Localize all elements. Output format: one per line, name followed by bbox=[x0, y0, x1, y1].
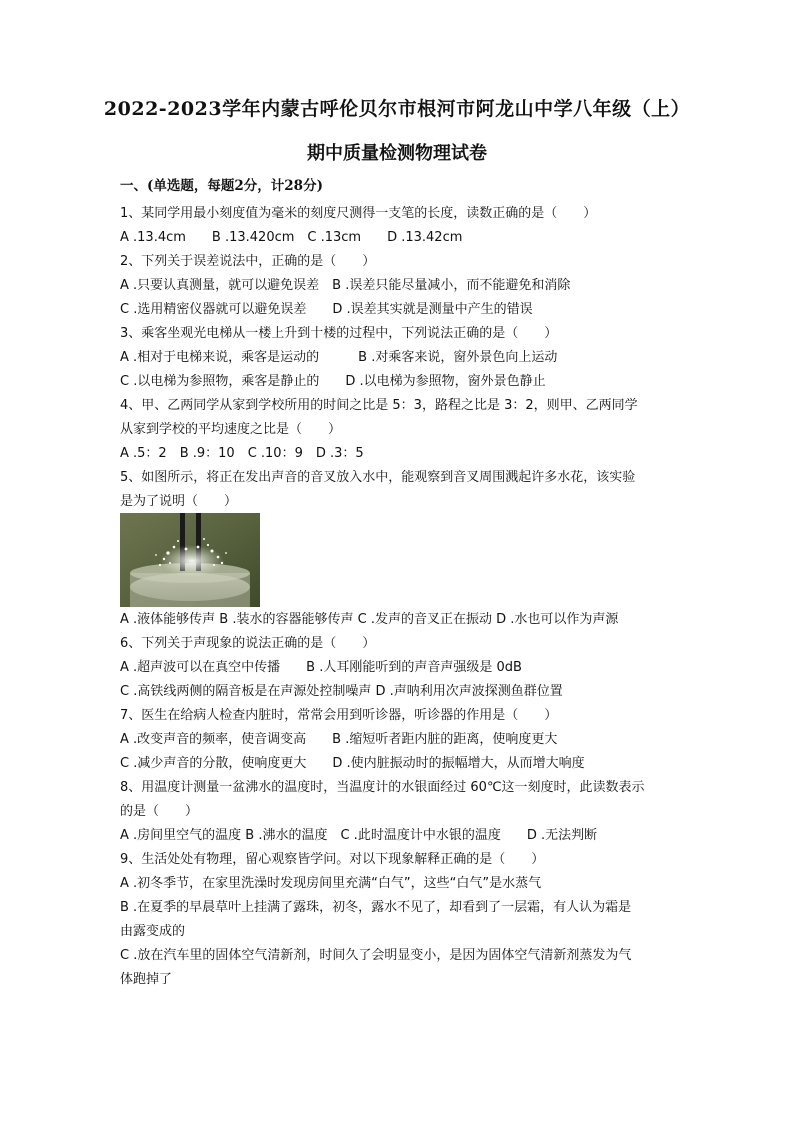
q9-option-c-line2: 体跑掉了 bbox=[120, 972, 173, 987]
q6-options-cd: C .高铁线两侧的隔音板是在声源处控制噪声 D .声呐利用次声波探测鱼群位置 bbox=[120, 684, 563, 699]
q3-stem: 3、乘客坐观光电梯从一楼上升到十楼的过程中，下列说法正确的是（ ） bbox=[120, 326, 558, 341]
q8-options: A .房间里空气的温度 B .沸水的温度 C .此时温度计中水银的温度 D .无法判断 bbox=[120, 828, 598, 843]
tuning-fork-in-water-photo bbox=[120, 513, 260, 607]
q2-stem: 2、下列关于误差说法中，正确的是（ ） bbox=[120, 254, 376, 269]
q5-stem-line2: 是为了说明（ ） bbox=[120, 494, 238, 509]
q1-options: A .13.4cm B .13.420cm C .13cm D .13.42cm bbox=[120, 230, 463, 245]
q9-option-b-line2: 由露变成的 bbox=[120, 924, 186, 939]
q2-options-ab: A .只要认真测量，就可以避免误差 B .误差只能尽量减小，而不能避免和消除 bbox=[120, 278, 571, 293]
q3-options-cd: C .以电梯为参照物，乘客是静止的 D .以电梯为参照物，窗外景色静止 bbox=[120, 374, 546, 389]
q8-stem-line2: 的是（ ） bbox=[120, 804, 199, 819]
q5-stem-line1: 5、如图所示，将正在发出声音的音叉放入水中，能观察到音叉周围溅起许多水花，该实验 bbox=[120, 470, 636, 485]
q9-option-a: A .初冬季节，在家里洗澡时发现房间里充满“白气”，这些“白气”是水蒸气 bbox=[120, 876, 542, 891]
q9-stem: 9、生活处处有物理，留心观察皆学问。对以下现象解释正确的是（ ） bbox=[120, 852, 545, 867]
q7-options-ab: A .改变声音的频率，使音调变高 B .缩短听者距内脏的距离，使响度更大 bbox=[120, 732, 558, 747]
q9-option-c-line1: C .放在汽车里的固体空气清新剂，时间久了会明显变小，是因为固体空气清新剂蒸发为气 bbox=[120, 948, 632, 963]
q9-option-b-line1: B .在夏季的早晨草叶上挂满了露珠，初冬，露水不见了，却看到了一层霜，有人认为霜是 bbox=[120, 900, 632, 915]
exam-title: 2022-2023学年内蒙古呼伦贝尔市根河市阿龙山中学八年级（上） bbox=[103, 98, 691, 120]
q4-stem-line1: 4、甲、乙两同学从家到学校所用的时间之比是 5：3，路程之比是 3：2，则甲、乙两同学 bbox=[120, 398, 638, 413]
q2-options-cd: C .选用精密仪器就可以避免误差 D .误差其实就是测量中产生的错误 bbox=[120, 302, 533, 317]
q6-stem: 6、下列关于声现象的说法正确的是（ ） bbox=[120, 636, 376, 651]
q7-stem: 7、医生在给病人检查内脏时，常常会用到听诊器，听诊器的作用是（ ） bbox=[120, 708, 558, 723]
q6-options-ab: A .超声波可以在真空中传播 B .人耳刚能听到的声音声强级是 0dB bbox=[120, 660, 522, 675]
q8-stem-line1: 8、用温度计测量一盆沸水的温度时，当温度计的水银面经过 60℃这一刻度时，此读数表示 bbox=[120, 780, 645, 795]
q7-options-cd: C .减少声音的分散，使响度更大 D .使内脏振动时的振幅增大，从而增大响度 bbox=[120, 756, 585, 771]
q4-stem-line2: 从家到学校的平均速度之比是（ ） bbox=[120, 422, 342, 437]
q4-options: A .5：2 B .9：10 C .10：9 D .3：5 bbox=[120, 446, 364, 461]
q3-options-ab: A .相对于电梯来说，乘客是运动的 B .对乘客来说，窗外景色向上运动 bbox=[120, 350, 558, 365]
section-heading: 一、(单选题，每题2分，计28分) bbox=[120, 178, 323, 194]
q1-stem: 1、某同学用最小刻度值为毫米的刻度尺测得一支笔的长度，读数正确的是（ ） bbox=[120, 206, 597, 221]
exam-subtitle: 期中质量检测物理试卷 bbox=[307, 143, 487, 164]
q5-options: A .液体能够传声 B .装水的容器能够传声 C .发声的音叉正在振动 D .水也可以作为声源 bbox=[120, 612, 619, 627]
